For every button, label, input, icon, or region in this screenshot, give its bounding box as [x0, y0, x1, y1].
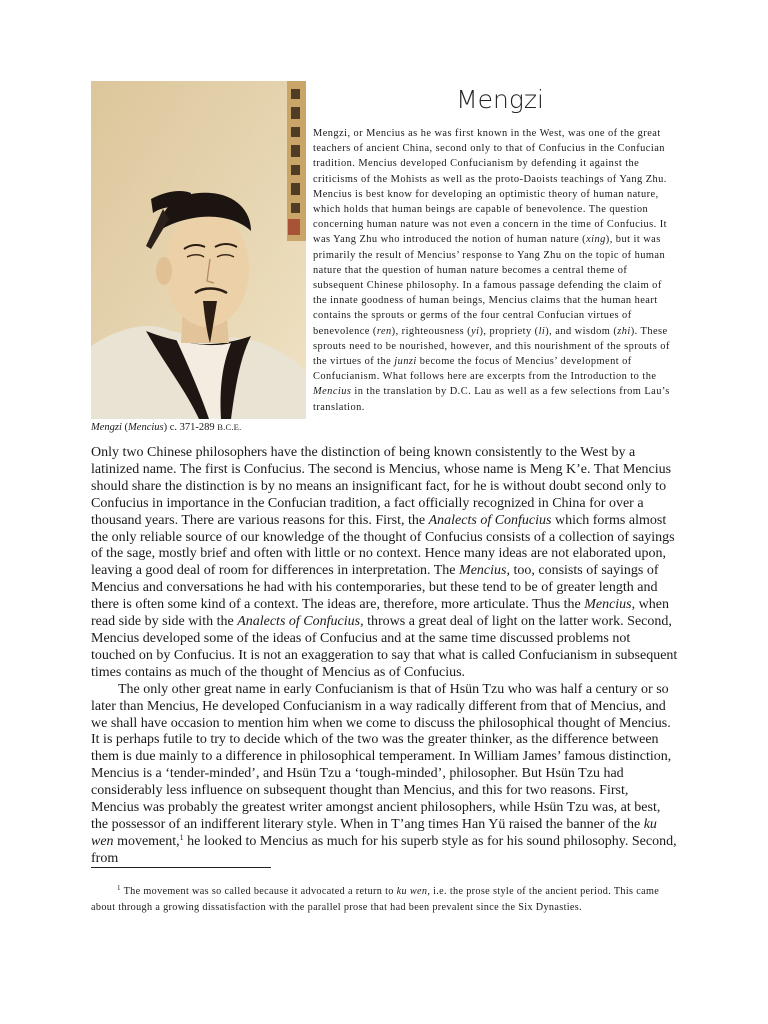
footnote-ref[interactable]: 1	[179, 832, 184, 842]
caption-alt-name: Mencius	[128, 422, 164, 433]
body-paragraph-2: The only other great name in early Confucianism is that of Hsün Tzu who was half a century or so later than Mencius, He developed Confucianism in a way radically different from that of Mencius, and we shall have occasion to mention him when we come to discuss the philosophical thought of Mencius. It is perhaps futile to try to decide which of the two was the greater thinker, as the difference between them is due mainly to a difference in philosophical temperament. In William James’ famous distinction, Mencius is a ‘tender-minded’, and Hsün Tzu a ‘tough-minded’, philosopher. But Hsün Tzu had considerably less influence on subsequent thought than Mencius, and this for two reasons. First, Mencius was probably the greatest writer amongst ancient philosophers, while Hsün Tzu was, at best, the possessor of an indifferent literary style. When in T’ang times Han Yü raised the banner of the ku wen movement,$^1$ he looked to Mencius as much for his superb style as for his sound philosophy. Second, from	[91, 681, 677, 866]
body-paragraph-1: Only two Chinese philosophers have the distinction of being known consistently to the West by a latinized name. The first is Confucius. The second is Mencius, whose name is Meng K’e. That Mencius should share the distinction is by no means an insignificant fact, for he is without doubt second only to Confucius in importance in the Confucian tradition, a fact officially recognized in China for over a thousand years. There are various reasons for this. First, the Analects of Confucius which forms almost the only reliable source of our knowledge of the thought of Confucius consists of a collection of sayings of the sage, mostly brief and often with little or no context. Hence many ideas are not elaborated upon, leaving a good deal of room for differences in interpretation. The Mencius, too, consists of sayings of Mencius and conversations he had with his contemporaries, but these tend to be of greater length and there is often some kind of a context. The ideas are, therefore, more articulate. Thus the Mencius, when read side by side with the Analects of Confucius, throws a great deal of light on the latter work. Second, Mencius developed some of the ideas of Confucius and at the same time discussed problems not touched on by Confucius. It is not an exaggeration to say that what is called Confucianism in subsequent times contains as much of the thought of Mencius as of Confucius.	[91, 445, 678, 680]
footnote: $^1$ The movement was so called because it advocated a return to ku wen, i.e. the prose style of the ancient period. This came about through a growing dissatisfaction with the parallel prose that had been prevalent since the Six Dynasties.	[91, 884, 660, 913]
intro-paragraph	[313, 126, 677, 415]
caption-dates: c. 371-289	[169, 422, 215, 433]
footnote-divider	[91, 867, 271, 868]
caption-era: B.C.E.	[217, 422, 242, 432]
portrait-caption: Mengzi (Mencius) c. 371-289 B.C.E.	[91, 422, 242, 433]
main-body	[91, 445, 678, 868]
portrait-illustration	[91, 81, 306, 419]
mengzi-portrait	[91, 81, 306, 419]
intro-text: Mengzi, or Mencius as he was first known in the West, was one of the great teachers of ancient China, second only to that of Confucius in the Confucian tradition. Mencius developed Confucianism by defending it against the criticisms of the Mohists as well as the proto-Daoists teachings of Yang Zhu. Mencius is best know for developing an optimistic theory of human nature, which holds that human beings are capable of benevolence. The question concerning human nature was not even a concern in the time of Confucius. It was Yang Zhu who introduced the notion of human nature (xing), but it was primarily the result of Mencius’ response to Yang Zhu on the topic of human nature that the question of human nature becomes a central theme of subsequent Chinese philosophy. In a famous passage defending the claim of the innate goodness of human beings, Mencius claims that the human heart contains the sprouts or germs of the four central Confucian virtues of benevolence (ren), righteousness (yi), propriety (li), and wisdom (zhi). These sprouts need to be nourished, however, and this nourishment of the sprouts of the virtues of the junzi become the focus of Mencius’ development of Confucianism. What follows here are excerpts from the Introduction to the Mencius in the translation by D.C. Lau as well as a few selections from Lau’s translation.	[313, 128, 670, 413]
page-title: Mengzi	[456, 85, 544, 114]
footnote-number: 1	[117, 884, 121, 892]
caption-name: Mengzi	[91, 422, 122, 433]
